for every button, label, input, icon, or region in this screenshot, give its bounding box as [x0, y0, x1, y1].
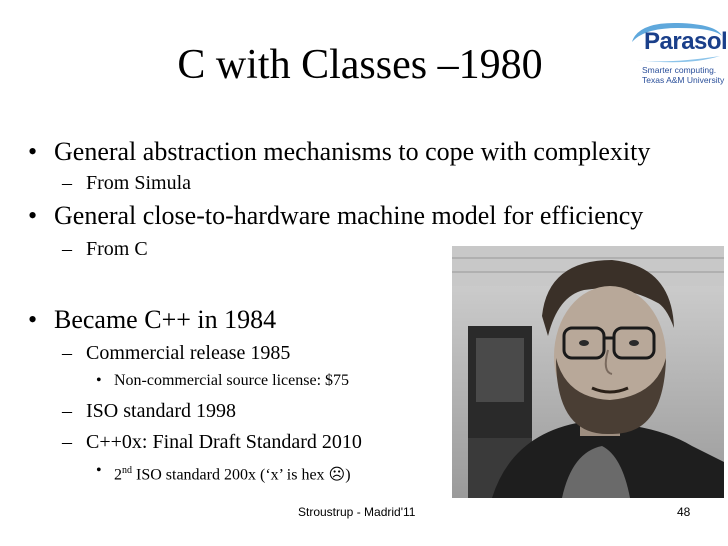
bullet-text: General close-to-hardware machine model for efficiency [54, 201, 644, 230]
bullet-text: General abstraction mechanisms to cope with complexity [54, 137, 651, 166]
bullet-marker: – [62, 431, 72, 453]
bullet-marker: – [62, 400, 72, 422]
logo-university: Texas A&M University [642, 75, 725, 85]
bullet-marker: – [62, 238, 72, 260]
logo-tagline: Smarter computing. [642, 65, 717, 75]
portrait-photo [452, 246, 724, 498]
bullet-marker: • [28, 305, 38, 334]
bullet-marker: • [28, 201, 38, 230]
bullet-text: From C [86, 238, 148, 260]
bullet-text [114, 461, 351, 485]
bullet-text-rest: ISO standard 200x (‘x’ is hex ☹) [132, 466, 351, 484]
bullet-text: C++0x: Final Draft Standard 2010 [86, 431, 362, 453]
bullet-text: From Simula [86, 172, 192, 194]
bullet-marker: – [62, 172, 72, 194]
bullet-marker: • [96, 372, 102, 389]
footer-text: Stroustrup - Madrid'11 [298, 505, 416, 519]
bullet-marker: – [62, 342, 72, 364]
bullet-marker: • [96, 462, 102, 479]
parasol-logo [628, 20, 728, 85]
page-number: 48 [677, 505, 691, 519]
slide-title: C with Classes –1980 [177, 42, 543, 88]
bullet-text-prefix: 2 [114, 466, 122, 484]
ordinal-superscript: nd [122, 465, 132, 476]
bullet-text: Commercial release 1985 [86, 342, 291, 364]
bullet-text: Non-commercial source license: $75 [114, 372, 350, 389]
bullet-marker: • [28, 137, 38, 166]
logo-name: Parasol [644, 28, 728, 55]
bullet-text: Became C++ in 1984 [54, 305, 277, 334]
bullet-text: ISO standard 1998 [86, 400, 236, 422]
